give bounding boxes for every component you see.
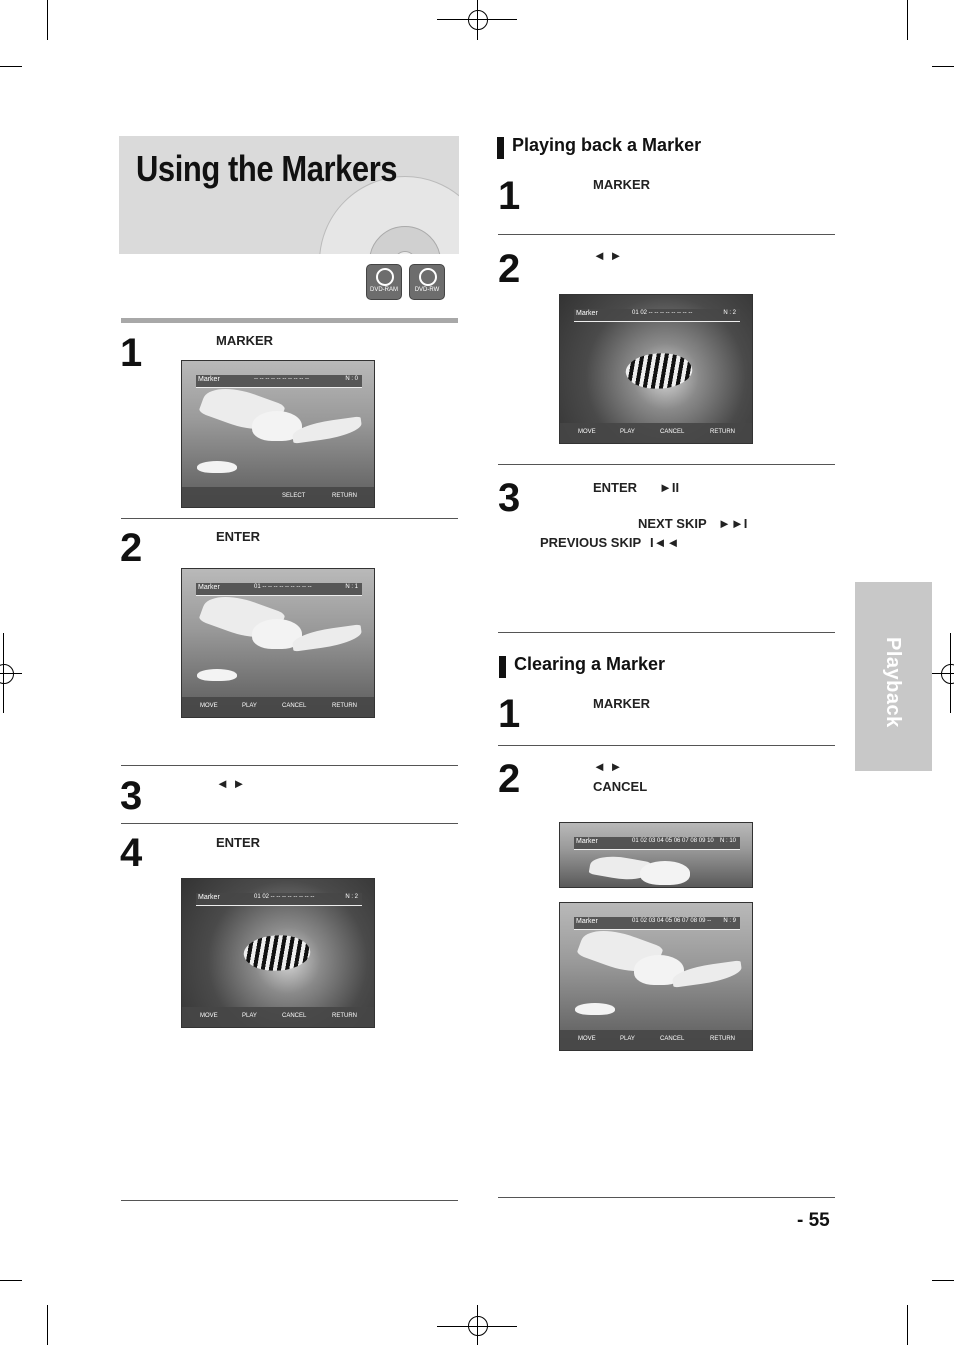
step-label: ENTER xyxy=(216,835,261,850)
dvd-rw-icon: DVD-RW xyxy=(409,264,445,300)
next-skip-icon: ►►I xyxy=(718,516,748,531)
divider xyxy=(121,318,458,323)
divider xyxy=(498,464,835,465)
step-label: MARKER xyxy=(593,696,651,711)
step-label: NEXT SKIP xyxy=(638,516,707,531)
play-pause-icon: ►II xyxy=(659,480,680,495)
registration-mark xyxy=(0,664,14,684)
page-number: - 55 xyxy=(797,1210,830,1231)
step-label: ◄ ► xyxy=(216,776,246,791)
section-title: Playing back a Marker xyxy=(512,135,702,155)
divider xyxy=(498,632,835,633)
section-bar xyxy=(499,656,506,678)
step-number: 2 xyxy=(120,526,143,570)
divider xyxy=(498,1197,835,1198)
step-label: ENTER xyxy=(593,480,638,495)
section-tab-label: Playback xyxy=(882,637,904,728)
marker-bar: Marker 01 02 03 04 05 06 07 08 09 10 N : 10 xyxy=(574,837,740,850)
step-number: 2 xyxy=(498,247,521,291)
step-number: 1 xyxy=(120,331,143,375)
divider xyxy=(121,823,458,824)
osd-screen xyxy=(181,568,375,718)
step-label: MARKER xyxy=(593,177,651,192)
osd-screen xyxy=(181,360,375,508)
step-number: 4 xyxy=(120,831,143,875)
marker-bar: Marker -- -- -- -- -- -- -- -- -- -- N : 0 xyxy=(196,375,362,388)
osd-footer: SELECT RETURN xyxy=(182,487,374,507)
osd-footer: MOVE PLAY CANCEL RETURN xyxy=(182,697,374,717)
step-label: ◄ ► xyxy=(593,248,623,263)
osd-footer: MOVE PLAY CANCEL RETURN xyxy=(560,1030,752,1050)
osd-footer: MOVE PLAY CANCEL RETURN xyxy=(182,1007,374,1027)
step-number: 3 xyxy=(498,476,521,520)
marker-bar: Marker 01 -- -- -- -- -- -- -- -- -- N : 1 xyxy=(196,583,362,596)
osd-footer: MOVE PLAY CANCEL RETURN xyxy=(560,423,752,443)
step-label: ENTER xyxy=(216,529,261,544)
divider xyxy=(121,1200,458,1201)
osd-screen xyxy=(559,294,753,444)
registration-mark xyxy=(468,10,488,30)
marker-bar: Marker 01 02 -- -- -- -- -- -- -- -- N : 2 xyxy=(574,309,740,322)
title-banner xyxy=(119,136,459,254)
step-label: MARKER xyxy=(216,333,274,348)
crop-mark xyxy=(47,1305,48,1345)
step-label: PREVIOUS SKIP xyxy=(540,535,642,550)
page-title: Using the Markers xyxy=(136,148,398,189)
divider xyxy=(498,234,835,235)
divider xyxy=(498,745,835,746)
dvd-ram-icon: DVD-RAM xyxy=(366,264,402,300)
step-number: 1 xyxy=(498,692,521,736)
step-label: CANCEL xyxy=(593,779,648,794)
crop-mark xyxy=(0,1280,22,1281)
section-bar xyxy=(497,137,504,159)
divider xyxy=(121,765,458,766)
step-number: 3 xyxy=(120,774,143,818)
crop-mark xyxy=(907,1305,908,1345)
crop-mark xyxy=(907,0,908,40)
step-label: ◄ ► xyxy=(593,759,623,774)
section-tab xyxy=(855,582,932,771)
registration-mark xyxy=(941,664,954,684)
divider xyxy=(121,518,458,519)
crop-mark xyxy=(932,66,954,67)
osd-screen xyxy=(181,878,375,1028)
osd-screen xyxy=(559,902,753,1051)
step-number: 1 xyxy=(498,174,521,218)
osd-screen xyxy=(559,822,753,888)
marker-bar: Marker 01 02 -- -- -- -- -- -- -- -- N : 2 xyxy=(196,893,362,906)
marker-bar: Marker 01 02 03 04 05 06 07 08 09 -- N : 9 xyxy=(574,917,740,930)
previous-skip-icon: I◄◄ xyxy=(650,535,680,550)
step-number: 2 xyxy=(498,757,521,801)
crop-mark xyxy=(932,1280,954,1281)
crop-mark xyxy=(0,66,22,67)
registration-mark xyxy=(468,1316,488,1336)
section-title: Clearing a Marker xyxy=(514,654,666,674)
crop-mark xyxy=(47,0,48,40)
